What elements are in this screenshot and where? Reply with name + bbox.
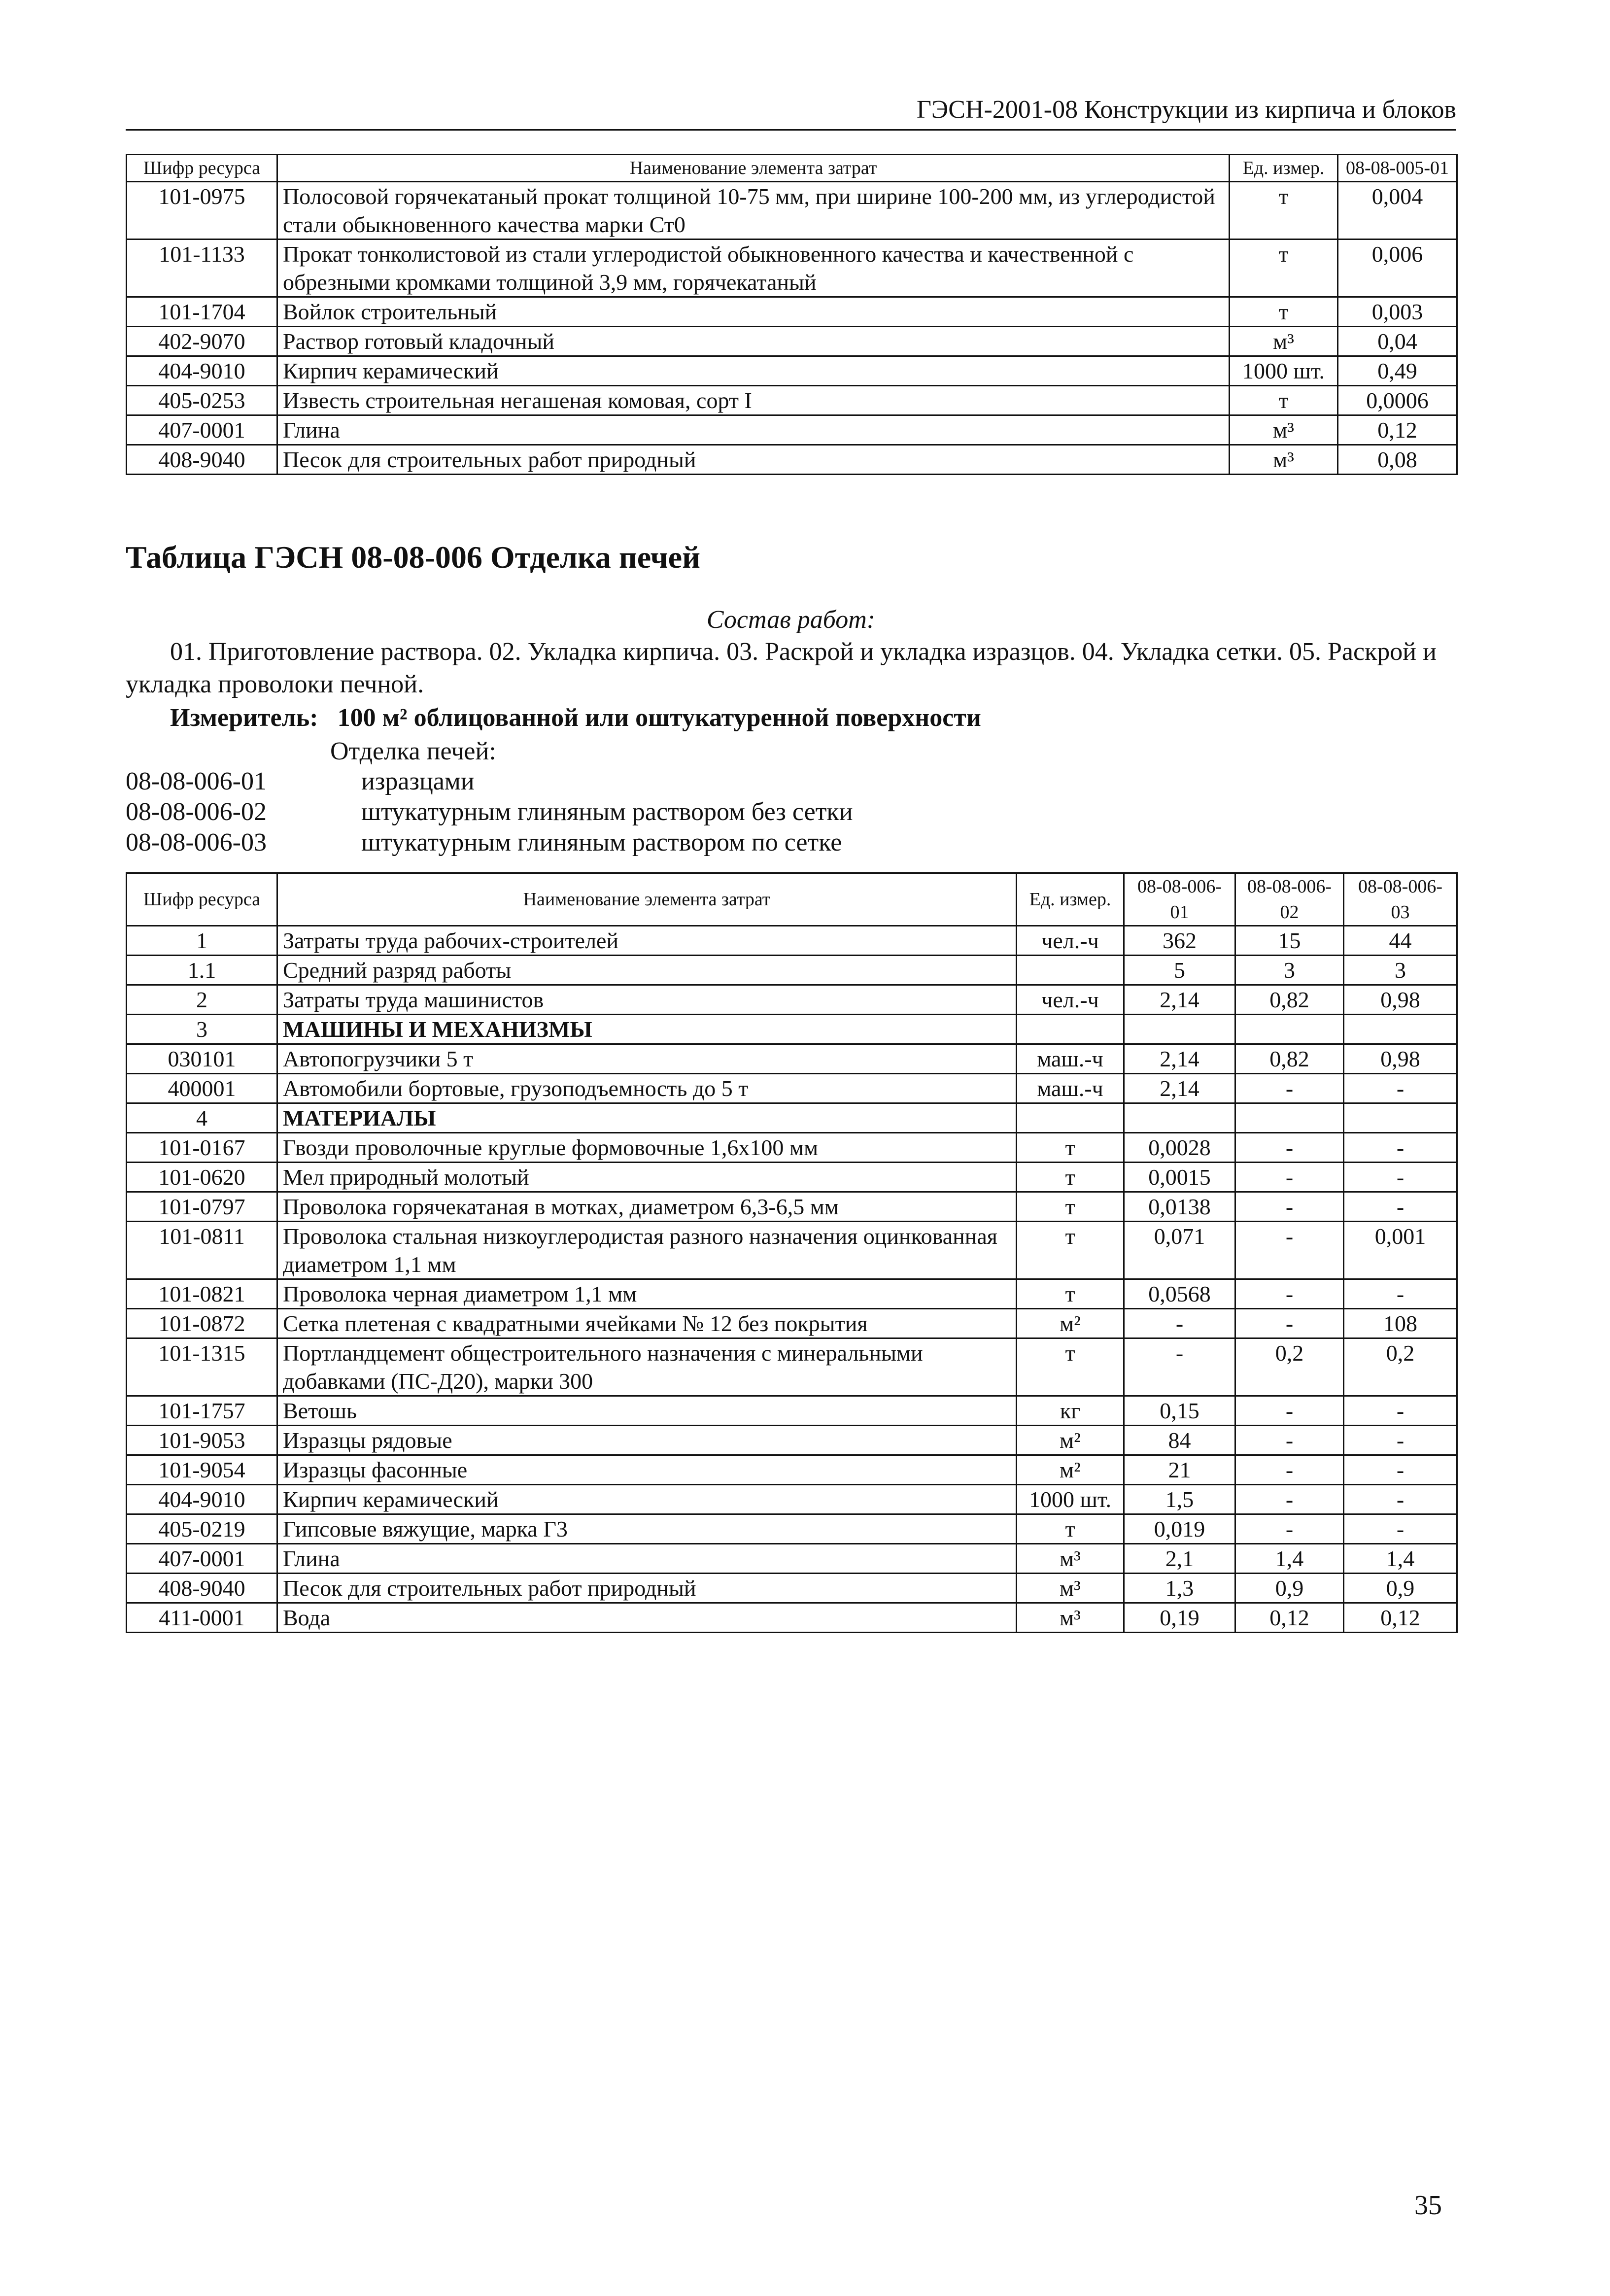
table-header-row <box>127 155 1457 182</box>
norm-description: штукатурным глиняным раствором без сетки <box>361 798 853 826</box>
resource-name-cell: Автомобили бортовые, грузоподъемность до 5 т <box>277 1074 1017 1103</box>
resource-code-cell: 030101 <box>127 1044 277 1074</box>
resource-code-cell: 3 <box>127 1015 277 1044</box>
unit-cell: м² <box>1017 1309 1124 1338</box>
table-row <box>127 1192 1457 1222</box>
unit-cell: чел.-ч <box>1017 985 1124 1015</box>
table-row <box>127 985 1457 1015</box>
resource-name-cell: Портландцемент общестроительного назначения с минеральными добавками (ПС-Д20), марки 300 <box>277 1338 1017 1396</box>
resource-code-cell: 101-0797 <box>127 1192 277 1222</box>
resource-code-cell: 101-0167 <box>127 1133 277 1163</box>
resource-name-cell: Сетка плетеная с квадратными ячейками № 12 без покрытия <box>277 1309 1017 1338</box>
norm-value-cell: 0,08 <box>1338 445 1457 475</box>
resource-code-cell: 404-9010 <box>127 1485 277 1514</box>
resource-code-cell: 101-0872 <box>127 1309 277 1338</box>
norm-value-cell: - <box>1235 1279 1344 1309</box>
norm-value-cell: 2,14 <box>1124 1074 1235 1103</box>
norm-value-cell: - <box>1344 1455 1457 1485</box>
norm-value-cell: 2,14 <box>1124 985 1235 1015</box>
table-row <box>127 386 1457 415</box>
resource-code-cell: 405-0253 <box>127 386 277 415</box>
resource-name-cell: Полосовой горячекатаный прокат толщиной 10-75 мм, при ширине 100-200 мм, из углеродистой стали обыкновенного качества марки Ст0 <box>277 182 1230 240</box>
norm-value-cell: 0,2 <box>1235 1338 1344 1396</box>
norm-value-cell: - <box>1344 1514 1457 1544</box>
norm-description: штукатурным глиняным раствором по сетке <box>361 828 842 857</box>
resource-code-cell: 101-1704 <box>127 297 277 327</box>
norm-value-cell: 0,0138 <box>1124 1192 1235 1222</box>
norm-code: 08-08-006-02 <box>126 798 267 826</box>
norm-value-cell: - <box>1344 1396 1457 1426</box>
norm-value-cell: - <box>1344 1163 1457 1192</box>
table-row <box>127 1426 1457 1455</box>
norm-value-cell: 0,04 <box>1338 327 1457 356</box>
norm-value-cell: - <box>1344 1074 1457 1103</box>
resource-code-cell: 101-0811 <box>127 1222 277 1279</box>
norm-value-cell: 15 <box>1235 926 1344 956</box>
resource-name-cell: Затраты труда машинистов <box>277 985 1017 1015</box>
unit-cell: м² <box>1017 1426 1124 1455</box>
resource-name-cell: Кирпич керамический <box>277 356 1230 386</box>
norm-value-cell: 0,98 <box>1344 1044 1457 1074</box>
measure-value: 100 м² облицованной или оштукатуренной поверхности <box>337 704 981 732</box>
resource-code-cell: 101-1315 <box>127 1338 277 1396</box>
norm-value-cell: 0,004 <box>1338 182 1457 240</box>
resource-name-cell: Мел природный молотый <box>277 1163 1017 1192</box>
unit-cell: т <box>1017 1222 1124 1279</box>
norm-value-cell: 0,001 <box>1344 1222 1457 1279</box>
norm-code: 08-08-006-03 <box>126 828 267 857</box>
norm-code-item <box>126 797 853 827</box>
table-row <box>127 1396 1457 1426</box>
resource-code-cell: 408-9040 <box>127 1574 277 1603</box>
norm-value-cell: - <box>1235 1309 1344 1338</box>
unit-cell: т <box>1017 1514 1124 1544</box>
table-row <box>127 297 1457 327</box>
col-header-unit: Ед. измер. <box>1230 155 1338 182</box>
norm-code: 08-08-006-01 <box>126 767 267 795</box>
norm-value-cell: - <box>1344 1192 1457 1222</box>
norm-value-cell: 0,9 <box>1344 1574 1457 1603</box>
page-number: 35 <box>1414 2190 1442 2221</box>
unit-cell: 1000 шт. <box>1017 1485 1124 1514</box>
resource-name-cell: Глина <box>277 1544 1017 1574</box>
norm-value-cell: 1,4 <box>1235 1544 1344 1574</box>
unit-cell: т <box>1230 297 1338 327</box>
table-row <box>127 445 1457 475</box>
norm-value-cell: 3 <box>1344 956 1457 985</box>
resource-name-cell: Проволока горячекатаная в мотках, диаметром 6,3-6,5 мм <box>277 1192 1017 1222</box>
resource-name-cell: Автопогрузчики 5 т <box>277 1044 1017 1074</box>
norm-value-cell: 0,15 <box>1124 1396 1235 1426</box>
resource-code-cell: 101-1757 <box>127 1396 277 1426</box>
norm-value-cell: - <box>1235 1192 1344 1222</box>
resource-name-cell: Изразцы фасонные <box>277 1455 1017 1485</box>
col-header-norm: 08-08-005-01 <box>1338 155 1457 182</box>
norm-value-cell: 0,071 <box>1124 1222 1235 1279</box>
unit-cell: т <box>1017 1338 1124 1396</box>
unit-cell: маш.-ч <box>1017 1044 1124 1074</box>
unit-cell: т <box>1230 182 1338 240</box>
unit-cell: т <box>1017 1133 1124 1163</box>
norm-value-cell: 0,49 <box>1338 356 1457 386</box>
resource-name-cell: Войлок строительный <box>277 297 1230 327</box>
running-header: ГЭСН-2001-08 Конструкции из кирпича и блоков <box>126 93 1456 131</box>
resource-code-cell: 1.1 <box>127 956 277 985</box>
unit-cell: кг <box>1017 1396 1124 1426</box>
resource-name-cell: МАТЕРИАЛЫ <box>277 1103 1017 1133</box>
norm-value-cell: - <box>1124 1309 1235 1338</box>
unit-cell: м³ <box>1017 1544 1124 1574</box>
col-header-name: Наименование элемента затрат <box>277 873 1017 926</box>
norm-value-cell: 1,3 <box>1124 1574 1235 1603</box>
table-row <box>127 1514 1457 1544</box>
col-header-code: Шифр ресурса <box>127 873 277 926</box>
resource-code-cell: 404-9010 <box>127 356 277 386</box>
table-row <box>127 1338 1457 1396</box>
norm-value-cell: 0,019 <box>1124 1514 1235 1544</box>
composition-heading: Состав работ: <box>706 606 876 634</box>
resource-code-cell: 101-9054 <box>127 1455 277 1485</box>
resource-table-body <box>127 926 1457 1633</box>
unit-cell: м³ <box>1230 415 1338 445</box>
unit-cell <box>1017 956 1124 985</box>
resource-name-cell: Песок для строительных работ природный <box>277 445 1230 475</box>
resource-code-cell: 2 <box>127 985 277 1015</box>
resource-name-cell: Средний разряд работы <box>277 956 1017 985</box>
work-subheading: Отделка печей: <box>330 737 496 765</box>
table-row <box>127 1103 1457 1133</box>
norm-value-cell: 0,006 <box>1338 240 1457 297</box>
resource-code-cell: 101-1133 <box>127 240 277 297</box>
resource-name-cell: Прокат тонколистовой из стали углеродистой обыкновенного качества и качественной с обрезными кромками толщиной 3,9 мм, горячекатаный <box>277 240 1230 297</box>
table-row <box>127 1544 1457 1574</box>
table-row <box>127 1074 1457 1103</box>
col-header-norm-01: 08-08-006-01 <box>1124 873 1235 926</box>
unit-cell: м³ <box>1230 445 1338 475</box>
col-header-code: Шифр ресурса <box>127 155 277 182</box>
norm-value-cell: - <box>1235 1426 1344 1455</box>
col-header-norm-02: 08-08-006-02 <box>1235 873 1344 926</box>
col-header-name: Наименование элемента затрат <box>277 155 1230 182</box>
resource-name-cell: Затраты труда рабочих-строителей <box>277 926 1017 956</box>
norm-value-cell: 1,5 <box>1124 1485 1235 1514</box>
norm-value-cell: 0,2 <box>1344 1338 1457 1396</box>
norm-value-cell: 44 <box>1344 926 1457 956</box>
norm-value-cell: 0,0568 <box>1124 1279 1235 1309</box>
norm-value-cell: 0,9 <box>1235 1574 1344 1603</box>
resource-name-cell: Известь строительная негашеная комовая, сорт I <box>277 386 1230 415</box>
resource-name-cell: Гвозди проволочные круглые формовочные 1,6х100 мм <box>277 1133 1017 1163</box>
norm-value-cell <box>1124 1015 1235 1044</box>
resource-name-cell: Глина <box>277 415 1230 445</box>
norm-value-cell: 0,0015 <box>1124 1163 1235 1192</box>
table-header-row <box>127 873 1457 926</box>
table-row <box>127 926 1457 956</box>
norm-value-cell: 0,82 <box>1235 985 1344 1015</box>
table-row <box>127 1163 1457 1192</box>
resource-name-cell: Кирпич керамический <box>277 1485 1017 1514</box>
resource-code-cell: 408-9040 <box>127 445 277 475</box>
resource-code-cell: 101-0620 <box>127 1163 277 1192</box>
measure-line <box>170 701 981 735</box>
table-row <box>127 1133 1457 1163</box>
norm-value-cell: 0,12 <box>1344 1603 1457 1633</box>
resource-table-body <box>127 182 1457 475</box>
norm-code-list <box>126 766 853 858</box>
table-row <box>127 1044 1457 1074</box>
table-row <box>127 182 1457 240</box>
resource-code-cell: 411-0001 <box>127 1603 277 1633</box>
col-header-unit: Ед. измер. <box>1017 873 1124 926</box>
norm-value-cell <box>1235 1103 1344 1133</box>
unit-cell: т <box>1017 1163 1124 1192</box>
resource-name-cell: Проволока черная диаметром 1,1 мм <box>277 1279 1017 1309</box>
table-title: Таблица ГЭСН 08-08-006 Отделка печей <box>126 540 700 575</box>
norm-value-cell: 5 <box>1124 956 1235 985</box>
table-row <box>127 1309 1457 1338</box>
resource-table-08-08-006 <box>126 872 1458 1633</box>
norm-value-cell <box>1124 1103 1235 1133</box>
norm-code-item <box>126 827 853 858</box>
resource-name-cell: МАШИНЫ И МЕХАНИЗМЫ <box>277 1015 1017 1044</box>
norm-value-cell: - <box>1235 1396 1344 1426</box>
table-row <box>127 956 1457 985</box>
norm-value-cell: - <box>1235 1485 1344 1514</box>
table-row <box>127 1455 1457 1485</box>
table-row <box>127 356 1457 386</box>
table-row <box>127 1279 1457 1309</box>
unit-cell: т <box>1017 1192 1124 1222</box>
unit-cell: м³ <box>1017 1574 1124 1603</box>
norm-value-cell: 0,98 <box>1344 985 1457 1015</box>
norm-value-cell: 0,82 <box>1235 1044 1344 1074</box>
unit-cell: м³ <box>1230 327 1338 356</box>
table-row <box>127 415 1457 445</box>
norm-value-cell: - <box>1344 1133 1457 1163</box>
norm-value-cell: - <box>1235 1163 1344 1192</box>
composition-text: 01. Приготовление раствора. 02. Укладка кирпича. 03. Раскрой и укладка изразцов. 04. Укладка сетки. 05. Раскрой и укладка проволоки печной. <box>126 638 1437 698</box>
resource-code-cell: 400001 <box>127 1074 277 1103</box>
resource-code-cell: 101-9053 <box>127 1426 277 1455</box>
resource-name-cell: Гипсовые вяжущие, марка Г3 <box>277 1514 1017 1544</box>
resource-code-cell: 407-0001 <box>127 1544 277 1574</box>
norm-value-cell: - <box>1124 1338 1235 1396</box>
norm-code-item <box>126 766 853 797</box>
resource-name-cell: Вода <box>277 1603 1017 1633</box>
table-row <box>127 1485 1457 1514</box>
norm-value-cell: 21 <box>1124 1455 1235 1485</box>
norm-value-cell: 108 <box>1344 1309 1457 1338</box>
norm-value-cell: - <box>1235 1074 1344 1103</box>
norm-value-cell: 0,12 <box>1235 1603 1344 1633</box>
table-row <box>127 1015 1457 1044</box>
norm-value-cell: - <box>1235 1514 1344 1544</box>
unit-cell: м² <box>1017 1455 1124 1485</box>
norm-value-cell: - <box>1235 1455 1344 1485</box>
unit-cell: т <box>1017 1279 1124 1309</box>
norm-value-cell: 2,14 <box>1124 1044 1235 1074</box>
resource-name-cell: Раствор готовый кладочный <box>277 327 1230 356</box>
norm-value-cell <box>1344 1015 1457 1044</box>
unit-cell: 1000 шт. <box>1230 356 1338 386</box>
norm-value-cell: 84 <box>1124 1426 1235 1455</box>
norm-value-cell: - <box>1344 1485 1457 1514</box>
resource-code-cell: 1 <box>127 926 277 956</box>
norm-value-cell: 0,12 <box>1338 415 1457 445</box>
unit-cell <box>1017 1015 1124 1044</box>
resource-code-cell: 402-9070 <box>127 327 277 356</box>
norm-value-cell: 2,1 <box>1124 1544 1235 1574</box>
norm-value-cell <box>1344 1103 1457 1133</box>
resource-code-cell: 4 <box>127 1103 277 1133</box>
norm-description: изразцами <box>361 767 475 795</box>
norm-value-cell: 1,4 <box>1344 1544 1457 1574</box>
col-header-norm-03: 08-08-006-03 <box>1344 873 1457 926</box>
unit-cell: т <box>1230 240 1338 297</box>
table-row <box>127 1222 1457 1279</box>
resource-table-08-08-005 <box>126 154 1458 475</box>
norm-value-cell <box>1235 1015 1344 1044</box>
norm-value-cell: 0,0028 <box>1124 1133 1235 1163</box>
resource-name-cell: Песок для строительных работ природный <box>277 1574 1017 1603</box>
unit-cell: чел.-ч <box>1017 926 1124 956</box>
resource-name-cell: Ветошь <box>277 1396 1017 1426</box>
norm-value-cell: 0,003 <box>1338 297 1457 327</box>
resource-name-cell: Изразцы рядовые <box>277 1426 1017 1455</box>
resource-code-cell: 101-0821 <box>127 1279 277 1309</box>
resource-code-cell: 407-0001 <box>127 415 277 445</box>
norm-value-cell: - <box>1344 1279 1457 1309</box>
norm-value-cell: 0,0006 <box>1338 386 1457 415</box>
table-row <box>127 327 1457 356</box>
table-row <box>127 1603 1457 1633</box>
norm-value-cell: 362 <box>1124 926 1235 956</box>
measure-label: Измеритель: <box>170 704 318 732</box>
norm-value-cell: 0,19 <box>1124 1603 1235 1633</box>
unit-cell: т <box>1230 386 1338 415</box>
norm-value-cell: - <box>1235 1133 1344 1163</box>
unit-cell: м³ <box>1017 1603 1124 1633</box>
resource-code-cell: 101-0975 <box>127 182 277 240</box>
resource-code-cell: 405-0219 <box>127 1514 277 1544</box>
norm-value-cell: - <box>1235 1222 1344 1279</box>
unit-cell: маш.-ч <box>1017 1074 1124 1103</box>
unit-cell <box>1017 1103 1124 1133</box>
norm-value-cell: - <box>1344 1426 1457 1455</box>
table-row <box>127 240 1457 297</box>
resource-name-cell: Проволока стальная низкоуглеродистая разного назначения оцинкованная диаметром 1,1 мм <box>277 1222 1017 1279</box>
norm-value-cell: 3 <box>1235 956 1344 985</box>
table-row <box>127 1574 1457 1603</box>
